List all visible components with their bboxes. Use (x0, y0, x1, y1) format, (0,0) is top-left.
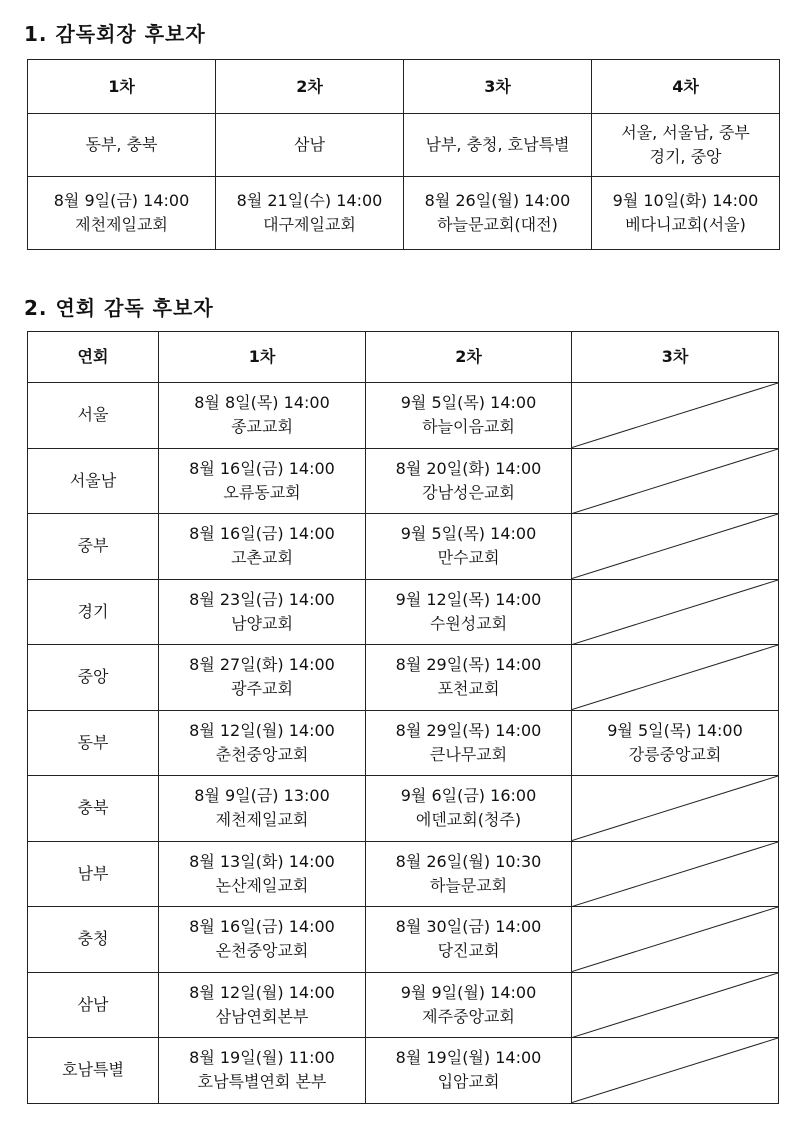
meeting-cell (216, 177, 404, 250)
meeting-datetime: 9월 12일(목) 14:00 (395, 589, 542, 609)
meeting-datetime: 8월 12일(월) 14:00 (189, 982, 335, 1002)
meeting-datetime: 8월 26일(월) 10:30 (395, 851, 542, 871)
meeting-datetime: 8월 23일(금) 14:00 (189, 589, 335, 609)
meeting-venue: 하늘문교회(대전) (437, 215, 558, 234)
round1-meeting-cell (159, 579, 366, 645)
meeting-datetime: 9월 5일(목) 14:00 (400, 393, 537, 413)
diagonal-strike (572, 842, 778, 907)
column-header-round2: 2차 (366, 332, 572, 383)
empty-cell-diagonal (572, 907, 779, 973)
round1-meeting-cell (159, 776, 366, 842)
meeting-venue: 제주중앙교회 (422, 1006, 515, 1026)
regions-text: 서울, 서울남, 중부 (621, 123, 750, 142)
conference-name: 경기 (28, 579, 159, 645)
round2-meeting-cell (366, 448, 572, 514)
meeting-venue: 강남성은교회 (422, 482, 515, 502)
empty-cell-diagonal (572, 972, 779, 1038)
diagonal-line (572, 973, 778, 1038)
diagonal-line (572, 449, 778, 514)
regions-cell (404, 114, 592, 177)
meeting-venue: 수원성교회 (429, 613, 508, 633)
round1-meeting-cell (159, 1038, 366, 1104)
meeting-venue: 큰나무교회 (429, 744, 508, 764)
conference-name: 서울 (28, 383, 159, 449)
empty-cell-diagonal (572, 1038, 779, 1104)
empty-cell-diagonal (572, 645, 779, 711)
round1-meeting-cell (159, 907, 366, 973)
table-row (28, 579, 779, 645)
conference-name: 동부 (28, 710, 159, 776)
regions-text: 삼남 (294, 135, 325, 154)
round-header: 4차 (592, 60, 780, 114)
round1-meeting-cell (159, 710, 366, 776)
meeting-venue: 고촌교회 (231, 548, 293, 568)
meeting-datetime: 9월 6일(금) 16:00 (400, 786, 537, 806)
meeting-datetime: 8월 16일(금) 14:00 (189, 458, 335, 478)
round3-meeting-cell (572, 710, 779, 776)
empty-cell-diagonal (572, 776, 779, 842)
meeting-venue: 베다니교회(서울) (625, 215, 746, 234)
diagonal-line (572, 383, 778, 448)
empty-cell-diagonal (572, 383, 779, 449)
regions-cell (28, 114, 216, 177)
meeting-venue: 에덴교회(청주) (415, 810, 522, 830)
meeting-venue: 제천제일교회 (215, 810, 309, 830)
empty-cell-diagonal (572, 448, 779, 514)
diagonal-line (572, 842, 778, 907)
meeting-cell (28, 177, 216, 250)
president-candidates-table (27, 59, 780, 250)
conference-name: 서울남 (28, 448, 159, 514)
conference-name: 중앙 (28, 645, 159, 711)
table-row (28, 710, 779, 776)
round2-meeting-cell (366, 710, 572, 776)
round2-meeting-cell (366, 579, 572, 645)
meeting-venue: 춘천중앙교회 (215, 744, 309, 764)
meeting-datetime: 8월 9일(금) 13:00 (194, 786, 330, 806)
table-row (28, 645, 779, 711)
meeting-datetime: 8월 13일(화) 14:00 (189, 851, 335, 871)
meeting-datetime: 8월 8일(목) 14:00 (194, 393, 330, 413)
column-header-round1: 1차 (159, 332, 366, 383)
meeting-venue: 온천중앙교회 (215, 941, 309, 961)
round2-meeting-cell (366, 907, 572, 973)
diagonal-strike (572, 383, 778, 448)
regions-cell (216, 114, 404, 177)
meeting-datetime: 8월 20일(화) 14:00 (395, 458, 542, 478)
meeting-cell (592, 177, 780, 250)
diagonal-strike (572, 1038, 778, 1103)
meeting-datetime: 9월 10일(화) 14:00 (612, 191, 759, 210)
diagonal-line (572, 1038, 778, 1103)
meeting-venue: 포천교회 (437, 679, 500, 699)
empty-cell-diagonal (572, 514, 779, 580)
diagonal-line (572, 776, 778, 841)
meeting-datetime: 8월 29일(목) 14:00 (395, 655, 542, 675)
diagonal-strike (572, 645, 778, 710)
round1-meeting-cell (159, 448, 366, 514)
meeting-datetime: 8월 29일(목) 14:00 (395, 720, 542, 740)
meeting-datetime: 8월 16일(금) 14:00 (189, 917, 335, 937)
meeting-cell (404, 177, 592, 250)
round1-meeting-cell (159, 383, 366, 449)
section1-title: 1. 감독회장 후보자 (24, 22, 206, 46)
diagonal-line (572, 514, 778, 579)
table-header-row (28, 332, 779, 383)
meeting-venue: 강릉중앙교회 (628, 744, 722, 764)
diagonal-line (572, 907, 778, 972)
empty-cell-diagonal (572, 579, 779, 645)
meeting-venue: 호남특별연회 본부 (197, 1072, 327, 1092)
meeting-datetime: 9월 9일(월) 14:00 (400, 982, 537, 1002)
meeting-row (28, 177, 780, 250)
table-row (28, 907, 779, 973)
round-header: 1차 (28, 60, 216, 114)
meeting-datetime: 8월 16일(금) 14:00 (189, 524, 335, 544)
round-header: 2차 (216, 60, 404, 114)
meeting-venue: 입암교회 (437, 1072, 500, 1092)
diagonal-strike (572, 580, 778, 645)
table-row (28, 972, 779, 1038)
round1-meeting-cell (159, 841, 366, 907)
table-row (28, 776, 779, 842)
regions-row (28, 114, 780, 177)
diagonal-strike (572, 449, 778, 514)
meeting-datetime: 9월 5일(목) 14:00 (607, 720, 743, 740)
meeting-venue: 하늘이음교회 (422, 417, 515, 437)
meeting-venue: 당진교회 (437, 941, 500, 961)
diagonal-strike (572, 907, 778, 972)
conference-name: 중부 (28, 514, 159, 580)
table-row (28, 1038, 779, 1104)
meeting-venue: 삼남연회본부 (215, 1006, 309, 1026)
diagonal-line (572, 645, 778, 710)
meeting-venue: 종교교회 (231, 417, 293, 437)
round1-meeting-cell (159, 972, 366, 1038)
round-header: 3차 (404, 60, 592, 114)
regions-text: 동부, 충북 (85, 135, 158, 154)
meeting-datetime: 8월 19일(월) 14:00 (395, 1048, 542, 1068)
conference-name: 남부 (28, 841, 159, 907)
meeting-venue: 하늘문교회 (429, 875, 508, 895)
meeting-venue: 제천제일교회 (75, 215, 168, 234)
conference-name: 삼남 (28, 972, 159, 1038)
table-header-row (28, 60, 780, 114)
section2-title: 2. 연회 감독 후보자 (24, 296, 214, 320)
diagonal-line (572, 580, 778, 645)
diagonal-strike (572, 973, 778, 1038)
regions-text: 남부, 충청, 호남특별 (425, 135, 570, 154)
conference-name: 충청 (28, 907, 159, 973)
round2-meeting-cell (366, 1038, 572, 1104)
conference-name: 충북 (28, 776, 159, 842)
round1-meeting-cell (159, 514, 366, 580)
meeting-venue: 만수교회 (437, 548, 500, 568)
round2-meeting-cell (366, 776, 572, 842)
meeting-datetime: 8월 30일(금) 14:00 (395, 917, 542, 937)
column-header-conference: 연회 (28, 332, 159, 383)
empty-cell-diagonal (572, 841, 779, 907)
round1-meeting-cell (159, 645, 366, 711)
diagonal-strike (572, 776, 778, 841)
conference-name: 호남특별 (28, 1038, 159, 1104)
diagonal-strike (572, 514, 778, 579)
meeting-datetime: 9월 5일(목) 14:00 (400, 524, 537, 544)
round2-meeting-cell (366, 514, 572, 580)
meeting-datetime: 8월 19일(월) 11:00 (189, 1048, 335, 1068)
meeting-datetime: 8월 26일(월) 14:00 (424, 191, 571, 210)
round2-meeting-cell (366, 841, 572, 907)
round2-meeting-cell (366, 383, 572, 449)
meeting-venue: 남양교회 (231, 613, 293, 633)
meeting-datetime: 8월 27일(화) 14:00 (189, 655, 335, 675)
meeting-venue: 광주교회 (231, 679, 293, 699)
round2-meeting-cell (366, 645, 572, 711)
column-header-round3: 3차 (572, 332, 779, 383)
regions-text: 경기, 중앙 (649, 147, 722, 166)
meeting-datetime: 8월 21일(수) 14:00 (236, 191, 383, 210)
meeting-venue: 오류동교회 (223, 482, 301, 502)
table-row (28, 514, 779, 580)
meeting-venue: 논산제일교회 (215, 875, 309, 895)
regions-cell (592, 114, 780, 177)
meeting-datetime: 8월 9일(금) 14:00 (53, 191, 190, 210)
table-row (28, 841, 779, 907)
table-row (28, 448, 779, 514)
table-row (28, 383, 779, 449)
meeting-venue: 대구제일교회 (263, 215, 356, 234)
meeting-datetime: 8월 12일(월) 14:00 (189, 720, 335, 740)
conference-candidates-table (27, 331, 779, 1104)
round2-meeting-cell (366, 972, 572, 1038)
